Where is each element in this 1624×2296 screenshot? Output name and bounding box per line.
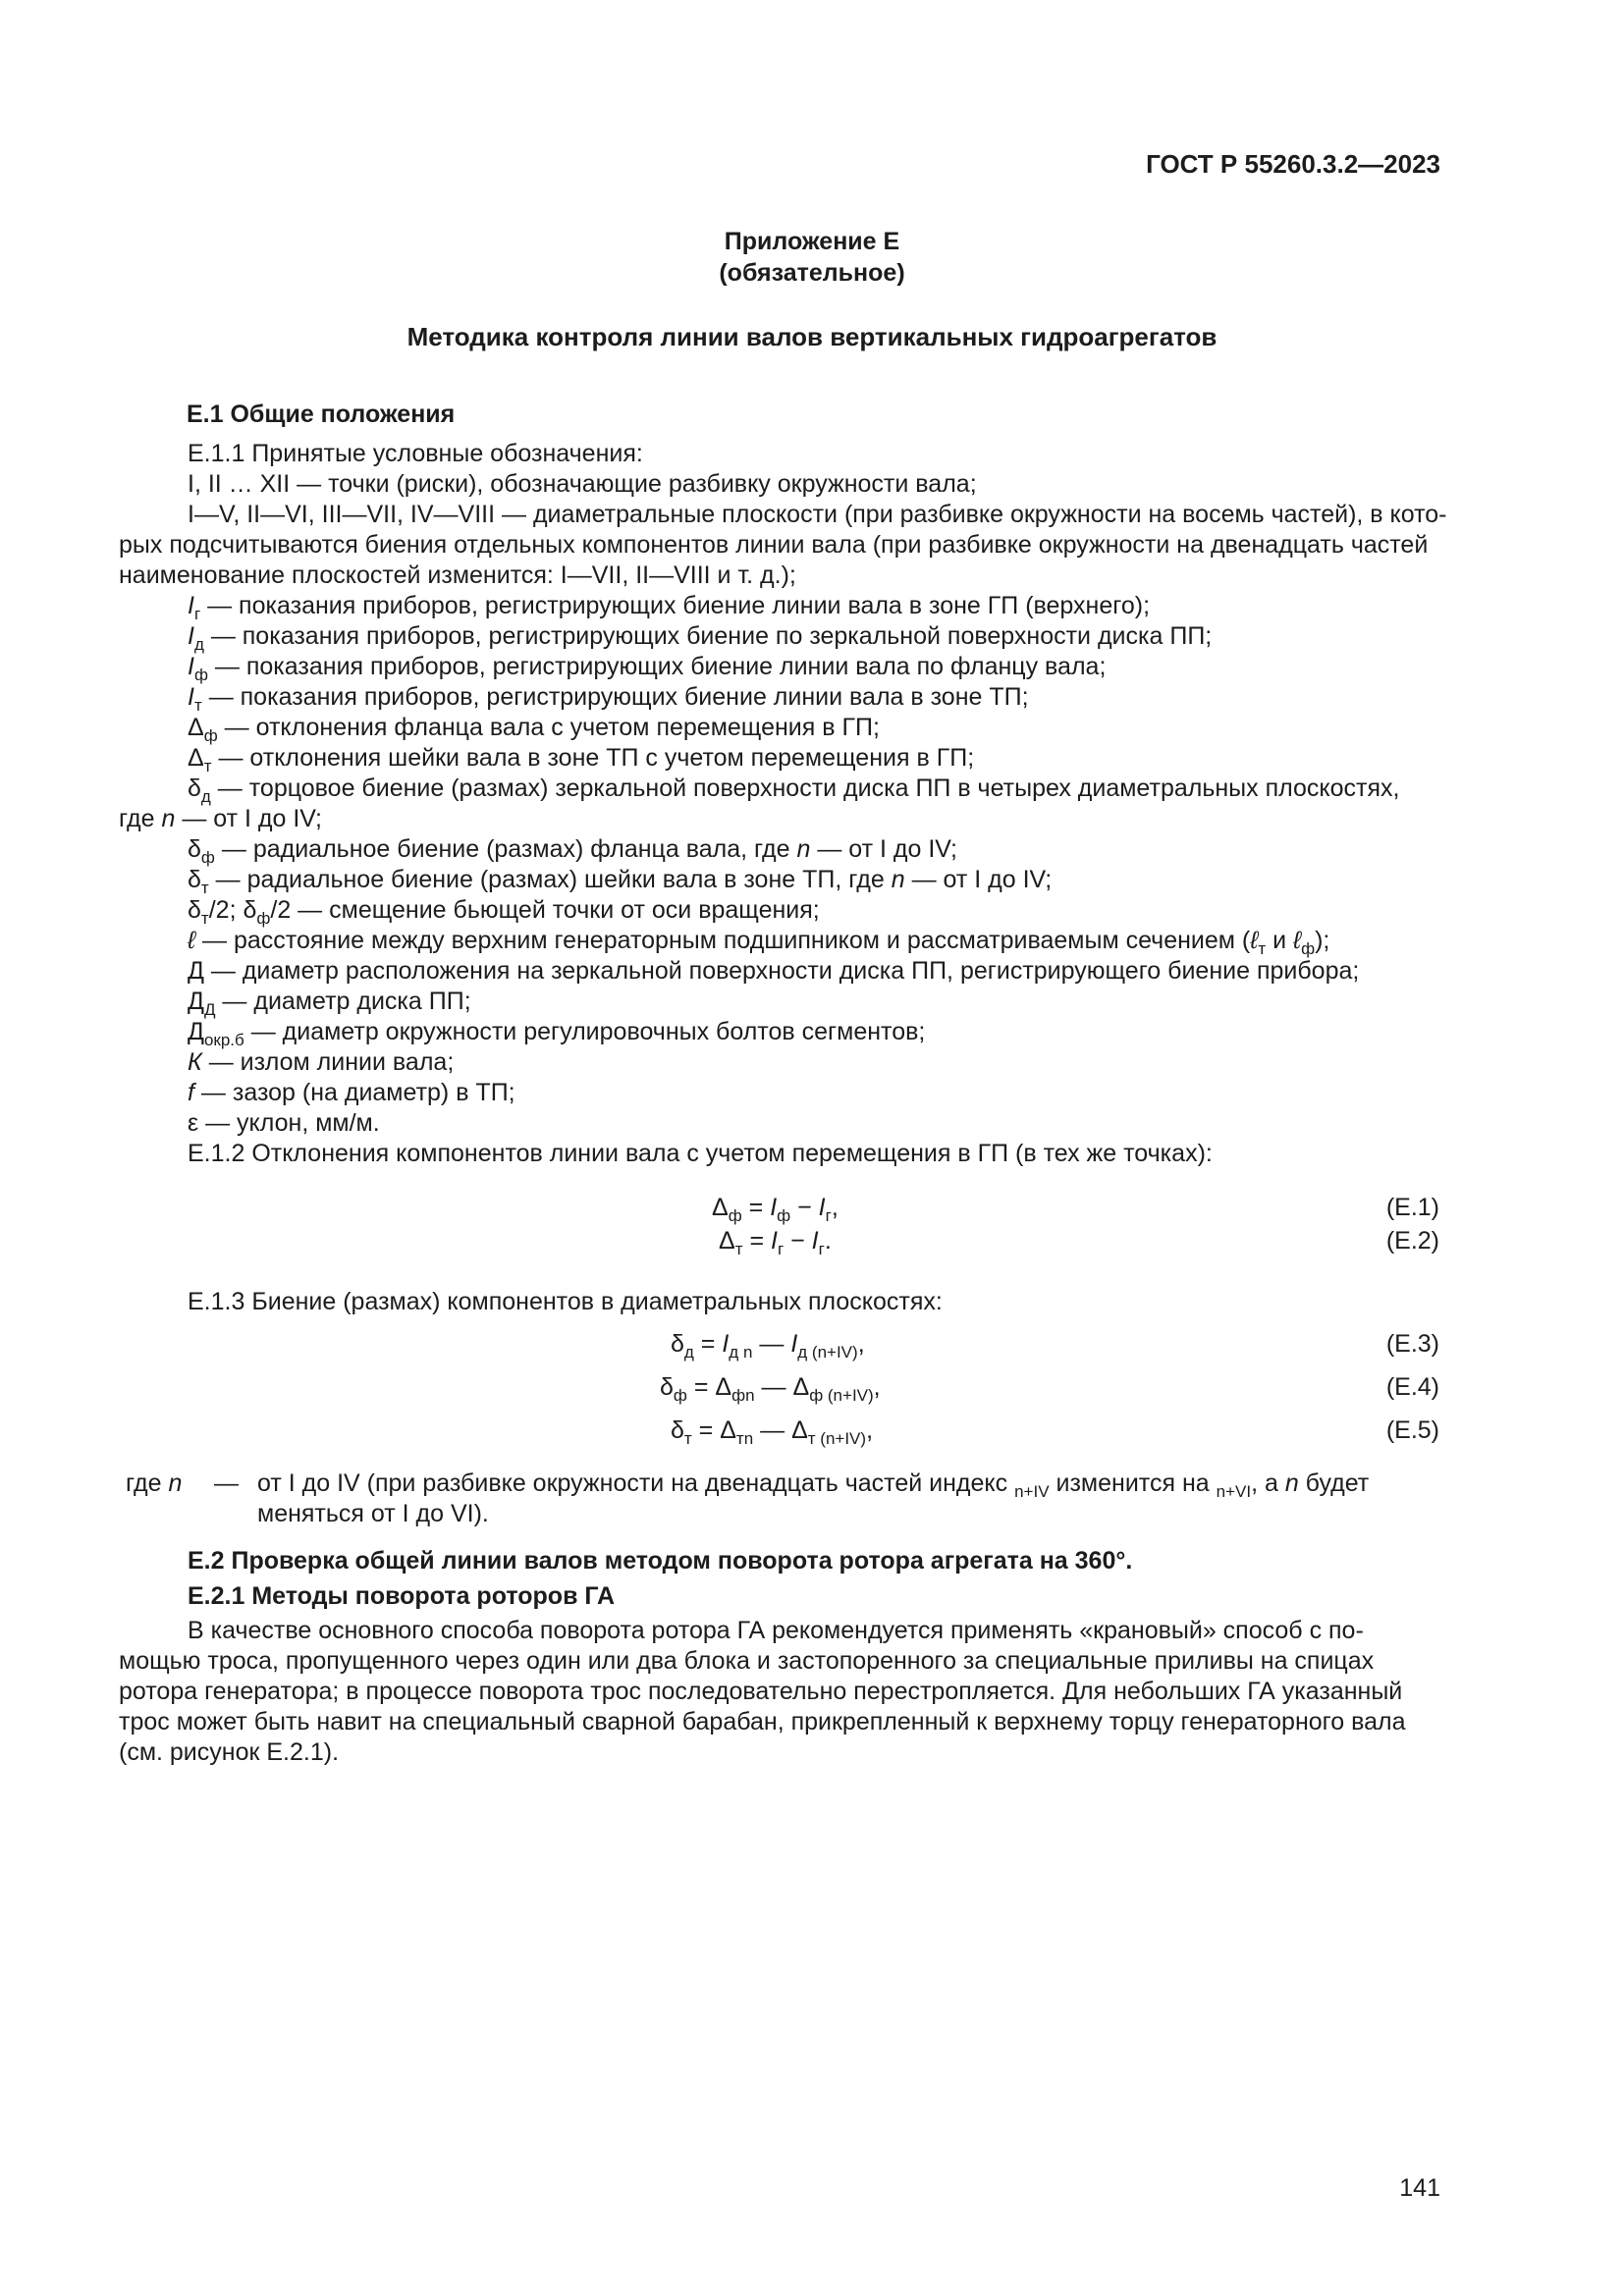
def-Dd: $Д_Д$ — диаметр диска ПП; [188, 988, 471, 1019]
def-If: $I_ф$ — показания приборов, регистрирующих биение линии вала по фланцу вала; [188, 653, 1107, 684]
para-line-1: В качестве основного способа поворота ротора ГА рекомендуется применять «крановый» способ с по- [188, 1617, 1364, 1644]
def-delta-f: $\delta_ф$ — радиальное биение (размах) фланца вала, где n — от I до IV; [188, 835, 957, 867]
page-number: 141 [1399, 2174, 1440, 2202]
def-delta-d: $\delta_д$ — торцовое биение (размах) зеркальной поверхности диска ПП в четырех диаметральных плоскостях, [188, 774, 1400, 806]
appendix-status: (обязательное) [719, 259, 905, 287]
def-ell: ℓ — расстояние между верхним генераторным подшипником и рассматриваемым сечением (ℓ$_т$ и ℓ$_ф$); [188, 927, 1330, 958]
document-code: ГОСТ Р 55260.3.2—2023 [1146, 149, 1440, 179]
main-title: Методика контроля линии валов вертикальных гидроагрегатов [406, 322, 1218, 351]
para-line-5: (см. рисунок Е.2.1). [119, 1738, 340, 1766]
def-planes-2: рых подсчитываются биения отдельных компонентов линии вала (при разбивке окружности на двенадцать частей [119, 531, 1429, 559]
definitions-block [119, 439, 1447, 1169]
eq-number-e3: (Е.3) [1385, 1330, 1439, 1358]
def-intro: Е.1.1 Принятые условные обозначения: [188, 440, 643, 467]
def-delta-d-cont: где n — от I до IV; [119, 805, 322, 832]
def-D: Д — диаметр расположения на зеркальной поверхности диска ПП, регистрирующего биение прибора; [188, 957, 1360, 985]
def-Delta-f: $\Delta_ф$ — отклонения фланца вала с учетом перемещения в ГП; [188, 714, 880, 745]
def-planes-3: наименование плоскостей изменится: I—VII, II—VIII и т. д.); [119, 561, 796, 589]
def-Ig: $I_г$ — показания приборов, регистрирующих биение линии вала в зоне ГП (верхнего); [188, 592, 1151, 623]
e12-intro: Е.1.2 Отклонения компонентов линии вала с учетом перемещения в ГП (в тех же точках): [188, 1140, 1213, 1167]
where-text-2: меняться от I до VI). [257, 1500, 489, 1527]
formula-e5: $\delta_т = \Delta_{тn}$ — $\Delta_{т (n+IV)}$, [671, 1416, 874, 1448]
def-gap: f — зазор (на диаметр) в ТП; [188, 1079, 515, 1106]
appendix-title: Приложение Е [724, 228, 900, 255]
def-delta-t: $\delta_т$ — радиальное биение (размах) шейки вала в зоне ТП, где n — от I до IV; [188, 866, 1053, 897]
def-Id: $I_д$ — показания приборов, регистрирующих биение по зеркальной поверхности диска ПП; [188, 622, 1213, 654]
para-line-2: мощью троса, пропущенного через один или два блока и застопоренного за специальные приливы на спицах [119, 1647, 1375, 1675]
def-offset: $\delta_т/2$; $\delta_ф/2$ — смещение бьющей точки от оси вращения; [188, 896, 820, 928]
formula-e3: $\delta_д = I_{д n}$ — $I_{д (n+IV)}$, [671, 1330, 865, 1362]
eq-number-e5: (Е.5) [1385, 1416, 1439, 1444]
where-dash: — [214, 1469, 239, 1497]
where-label: где n [126, 1469, 183, 1497]
e13-intro: Е.1.3 Биение (размах) компонентов в диаметральных плоскостях: [188, 1288, 943, 1315]
section-e2-heading: Е.2 Проверка общей линии валов методом поворота ротора агрегата на 360°. [188, 1547, 1133, 1575]
formula-e1: $\Delta_ф = I_ф - I_г$, [712, 1194, 839, 1225]
para-line-3: ротора генератора; в процессе поворота трос последовательно перестропляется. Для небольших ГА указанный [119, 1678, 1403, 1705]
where-text-1: от I до IV (при разбивке окружности на двенадцать частей индекс $_{n+IV}$ изменится на $_{n+VI}$, а n будет [257, 1469, 1370, 1501]
def-planes-1: I—V, II—VI, III—VII, IV—VIII — диаметральные плоскости (при разбивке окружности на восемь частей), в кото- [188, 501, 1447, 528]
eq-number-e4: (Е.4) [1385, 1373, 1439, 1401]
def-K: К — излом линии вала; [188, 1048, 455, 1076]
formula-e4: $\delta_ф = \Delta_{фn}$ — $\Delta_{ф (n+IV)}$, [660, 1373, 881, 1405]
section-e21-heading: Е.2.1 Методы поворота роторов ГА [188, 1582, 616, 1610]
para-line-4: трос может быть навит на специальный сварной барабан, прикрепленный к верхнему торцу генераторного вала [119, 1708, 1406, 1735]
def-Delta-t: $\Delta_т$ — отклонения шейки вала в зоне ТП с учетом перемещения в ГП; [188, 744, 975, 775]
formula-e2: $\Delta_т = I_г - I_г$. [719, 1227, 832, 1258]
def-It: $I_т$ — показания приборов, регистрирующих биение линии вала в зоне ТП; [188, 683, 1029, 715]
def-slope: ε — уклон, мм/м. [188, 1109, 380, 1137]
def-Dokr: $Д_{окр.б}$ — диаметр окружности регулировочных болтов сегментов; [188, 1018, 926, 1049]
eq-number-e1: (Е.1) [1385, 1194, 1439, 1221]
eq-number-e2: (Е.2) [1385, 1227, 1439, 1255]
section-e1-heading: Е.1 Общие положения [187, 400, 456, 428]
section-e21-paragraph [119, 1616, 1439, 1768]
def-points: I, II … XII — точки (риски), обозначающие разбивку окружности вала; [188, 470, 977, 498]
